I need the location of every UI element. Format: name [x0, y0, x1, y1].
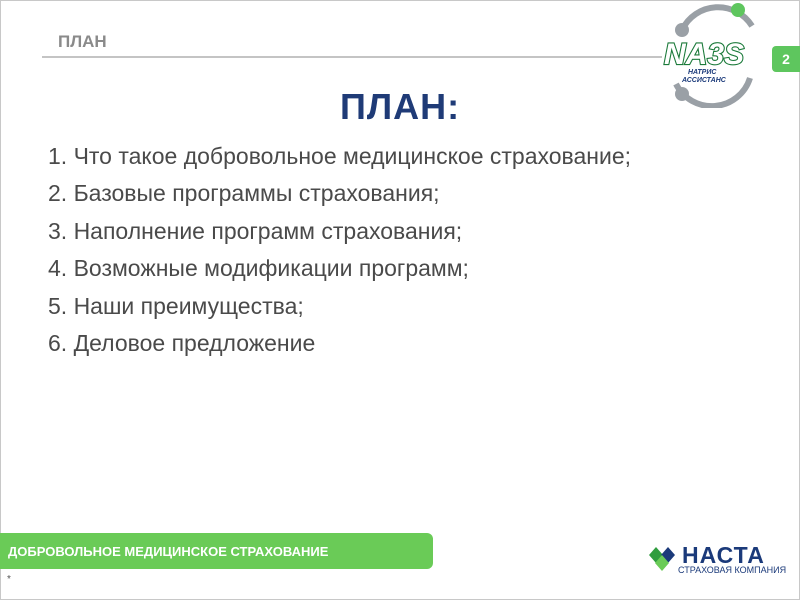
- agenda-list: [48, 141, 631, 365]
- agenda-item: 5. Наши преимущества;: [48, 292, 304, 319]
- agenda-item: 1. Что такое добровольное медицинское страхование;: [48, 143, 632, 169]
- agenda-item: 4. Возможные модификации программ;: [48, 255, 469, 282]
- main-heading: ПЛАН:: [339, 86, 461, 127]
- logo-text: NA3S: [664, 38, 745, 71]
- agenda-item: 6. Деловое предложение: [48, 329, 316, 356]
- footnote-marker: *: [7, 574, 11, 585]
- footer-banner: ДОБРОВОЛЬНОЕ МЕДИЦИНСКОЕ СТРАХОВАНИЕ: [0, 533, 433, 569]
- logo-sub1: НАТРИС: [688, 69, 717, 76]
- nasta-logo: [648, 542, 788, 576]
- header-title: ПЛАН: [58, 32, 107, 51]
- nasta-logo-subtitle: СТРАХОВАЯ КОМПАНИЯ: [678, 565, 787, 575]
- nasta-diamond-icon: [648, 544, 680, 574]
- agenda-item: 3. Наполнение программ страхования;: [48, 217, 463, 244]
- page-number-badge: 2: [772, 46, 800, 72]
- nasta-logo-name: НАСТА: [682, 542, 765, 568]
- header-divider: [42, 56, 662, 58]
- logo-sub2: АССИСТАНС: [682, 77, 726, 84]
- agenda-item: 2. Базовые программы страхования;: [48, 180, 440, 207]
